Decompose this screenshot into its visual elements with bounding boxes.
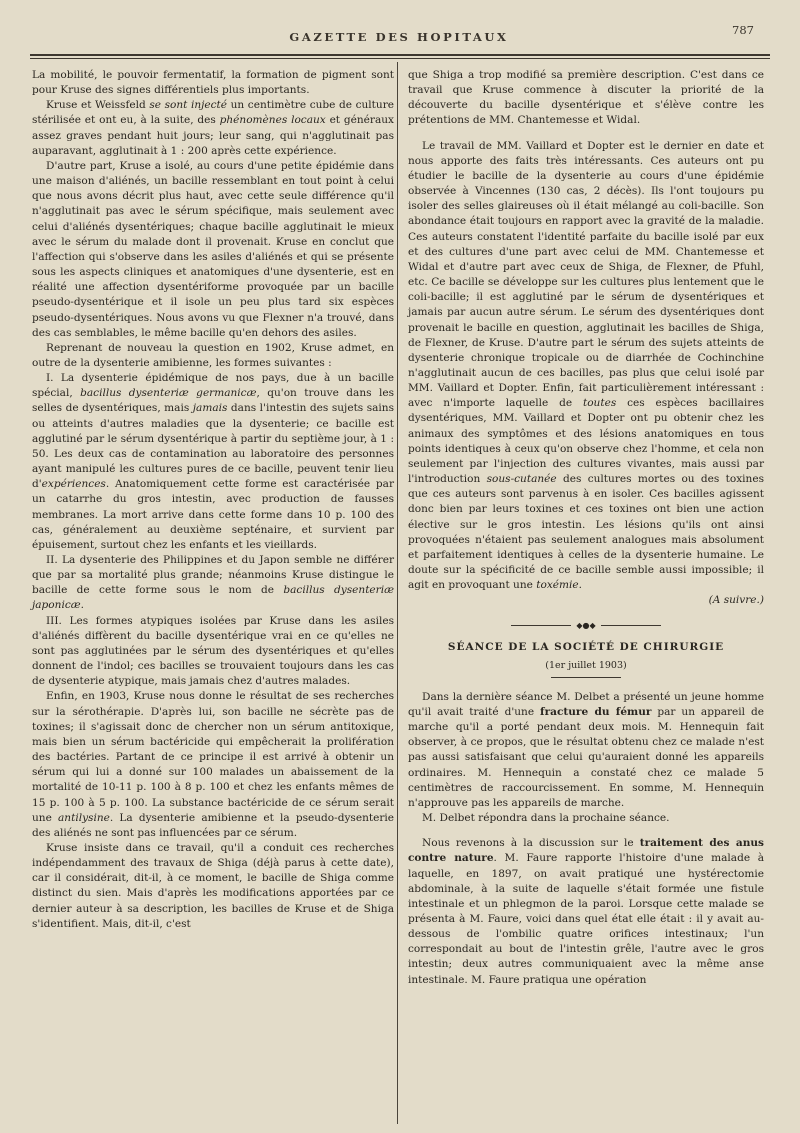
left-column: [32, 68, 394, 932]
paragraph: Enfin, en 1903, Kruse nous donne le résultat de ses recherches sur la sérothérapie. D'après lui, son bacille ne sécrète pas de toxines; il s'agissait donc de chercher non un sérum antitoxique, mais bien un sérum bactéricide qui empêcherait la prolifération des bactéries. Partant de ce principe il est arrivé à obtenir un sérum qui lui a donné sur 100 malades un abaissement de la mortalité de 10-11 p. 100 à 8 p. 100 et chez les enfants mêmes de 15 p. 100 à 5 p. 100. La substance bactéricide de ce sérum serait une antilysine. La dysenterie amibienne et la pseudo-dysenterie des aliénés ne sont pas influencées par ce sérum.: [32, 690, 394, 839]
paragraph: Reprenant de nouveau la question en 1902, Kruse admet, en outre de la dysenterie amibienne, les formes suivantes :: [32, 341, 394, 369]
paragraph: Nous revenons à la discussion sur le traitement des anus contre nature. M. Faure rapporte l'histoire d'une malade à laquelle, en 1897, on avait pratiqué une hystérectomie abdominale, à la suite de laquelle s'était formée une fistule intestinale et un phlegmon de la paroi. Lorsque cette malade se présenta à M. Faure, voici dans quel état elle était : il y avait au-dessous de l'ombilic quatre orifices intestinaux; l'un correspondait au bout de l'intestin grêle, l'autre avec le gros intestin; deux autres communiquaient avec la même anse intestinale. M. Faure pratiqua une opération: [408, 837, 764, 986]
section-date: (1er juillet 1903): [545, 659, 627, 671]
paragraph: II. La dysenterie des Philippines et du Japon semble ne différer que par sa mortalité plus grande; néanmoins Kruse distingue le bacille de cette forme sous le nom de bacillus dysenteriæ japonicæ.: [32, 554, 394, 612]
section-rule: [551, 677, 621, 678]
header-rule-thick: [30, 54, 770, 56]
continued-note: (A suivre.): [708, 594, 764, 607]
paragraph: Kruse et Weissfeld se sont injecté un centimètre cube de culture stérilisée et ont eu, à la suite, des phénomènes locaux et généraux assez graves pendant huit jours; leur sang, qui n'agglutinait pas auparavant, agglutinait à 1 : 200 après cette expérience.: [32, 99, 394, 157]
section-ornament: ◆●◆: [511, 622, 661, 630]
right-column-article: [408, 68, 764, 593]
paragraph: M. Delbet répondra dans la prochaine séance.: [422, 812, 670, 825]
paragraph: La mobilité, le pouvoir fermentatif, la formation de pigment sont pour Kruse des signes différentiels plus importants.: [32, 69, 394, 97]
publication-title: GAZETTE DES HOPITAUX: [289, 30, 509, 44]
column-divider: [397, 62, 398, 1124]
section-title: SÉANCE DE LA SOCIÉTÉ DE CHIRURGIE: [447, 641, 725, 654]
paragraph: III. Les formes atypiques isolées par Kruse dans les asiles d'aliénés diffèrent du bacille dysentérique vrai en ce qu'elles ne sont pas agglutinées par le sérum des dysentériques et qu'elles donnent de l'indol; ces bacilles se trouvaient toujours dans les cas de dysenterie atypique, mais jamais chez d'autres malades.: [32, 614, 394, 688]
paragraph: Kruse insiste dans ce travail, qu'il a conduit ces recherches indépendamment des travaux de Shiga (déjà parus à cette date), car il considérait, dit-il, à ce moment, le bacille de Shiga comme distinct du sien. Mais d'après les modifications apportées par ce dernier auteur à sa description, les bacilles de Kruse et de Shiga s'identifient. Mais, dit-il, c'est: [32, 841, 394, 930]
paragraph: D'autre part, Kruse a isolé, au cours d'une petite épidémie dans une maison d'aliénés, un bacille ressemblant en tout point à celui que nous avons décrit plus haut, avec cette seule différence qu'il n'agglutinait pas avec le sérum spécifique, mais seulement avec celui d'aliénés dysentériques; chaque bacille agglutinait le mieux avec le sérum du malade dont il provenait. Kruse en conclut que l'affection qui s'observe dans les asiles d'aliénés et qui se présente sous les aspects cliniques et anatomiques d'une dysenterie, est en réalité une affection dysentériforme provoquée par un bacille pseudo-dysentérique et il isole un peu plus tard six espèces pseudo-dysentériques. Nous avons vu que Flexner n'a trouvé, dans des cas semblables, le même bacille qu'en dehors des asiles.: [32, 159, 394, 339]
paragraph: Dans la dernière séance M. Delbet a présenté un jeune homme qu'il avait traité d'une fracture du fémur par un appareil de marche qu'il a porté pendant deux mois. M. Hennequin fait observer, à ce propos, que le résultat obtenu chez ce malade n'est pas aussi satisfaisant que celui qu'auraient donné les appareils ordinaires. M. Hennequin a constaté chez ce malade 5 centimètres de raccourcissement. En somme, M. Hennequin n'approuve pas les appareils de marche.: [408, 690, 764, 809]
page-number: 787: [732, 23, 754, 37]
paragraph: que Shiga a trop modifié sa première description. C'est dans ce travail que Kruse commence à discuter la priorité de la découverte du bacille dysentérique et s'élève contre les prétentions de MM. Chantemesse et Widal.: [408, 69, 764, 127]
society-report: [408, 690, 764, 988]
right-column: [408, 68, 764, 988]
paragraph: Le travail de MM. Vaillard et Dopter est le dernier en date et nous apporte des faits très intéressants. Ces auteurs ont pu étudier le bacille de la dysenterie au cours d'une épidémie observée à Vincennes (130 cas, 2 décès). Ils l'ont toujours pu isoler des selles glaireuses où il était mélangé au coli-bacille. Son abondance était toujours en rapport avec la gravité de la maladie. Ces auteurs constatent l'identité parfaite du bacille isolé par eux et des cultures d'une part avec celui de MM. Chantemesse et Widal et d'autre part avec ceux de Shiga, de Flexner, de Pfuhl, etc. Ce bacille se développe sur les cultures plus lentement que le coli-bacille; il est agglutiné par le sérum de dysentériques et jamais par aucun autre sérum. Le sérum des dysentériques dont provenait le bacille en question, agglutinait les bacilles de Shiga, de Flexner, de Kruse. D'autre part le sérum des sujets atteints de dysenterie chronique tropicale ou de diarrhée de Cochinchine n'agglutinait aucun de ces bacilles, pas plus que celui isolé par MM. Vaillard et Dopter. Enfin, fait particulièrement intéressant : avec n'importe laquelle de toutes ces espèces bacillaires dysentériques, MM. Vaillard et Dopter ont pu obtenir chez les animaux des symptômes et des lésions anatomiques en tous points identiques à ceux qu'on observe chez l'homme, et cela non seulement par l'injection des cultures vivantes, mais aussi par l'introduction sous-cutanée des cultures mortes ou des toxines que ces auteurs sont parvenus à en isoler. Ces bacilles agissent donc bien par leurs toxines et ces toxines ont bien une action élective sur le gros intestin. Les lésions qu'ils ont ainsi provoquées n'étaient pas seulement analogues mais absolument et parfaitement identiques à celles de la dysenterie humaine. Le doute sur la spécificité de ce bacille semble aussi impossible; il agit en provoquant une toxémie.: [408, 139, 765, 592]
page-header: [30, 23, 768, 50]
header-rule-thin: [30, 58, 770, 59]
paragraph: I. La dysenterie épidémique de nos pays, due à un bacille spécial, bacillus dysenteriæ germanicæ, qu'on trouve dans les selles de dysentériques, mais jamais dans l'intestin des sujets sains ou atteints d'autres maladies que la dysenterie; ce bacille est agglutiné par le sérum dysentérique à partir du septième jour, à 1 : 50. Les deux cas de contamination au laboratoire des personnes ayant manipulé les cultures pures de ce bacille, peuvent tenir lieu d'expériences. Anatomiquement cette forme est caractérisée par un catarrhe du gros intestin, avec production de fausses membranes. La mort arrive dans cette forme dans 10 p. 100 des cas, généralement au deuxième septénaire, et survient par épuisement, surtout chez les enfants et les vieillards.: [32, 372, 395, 551]
